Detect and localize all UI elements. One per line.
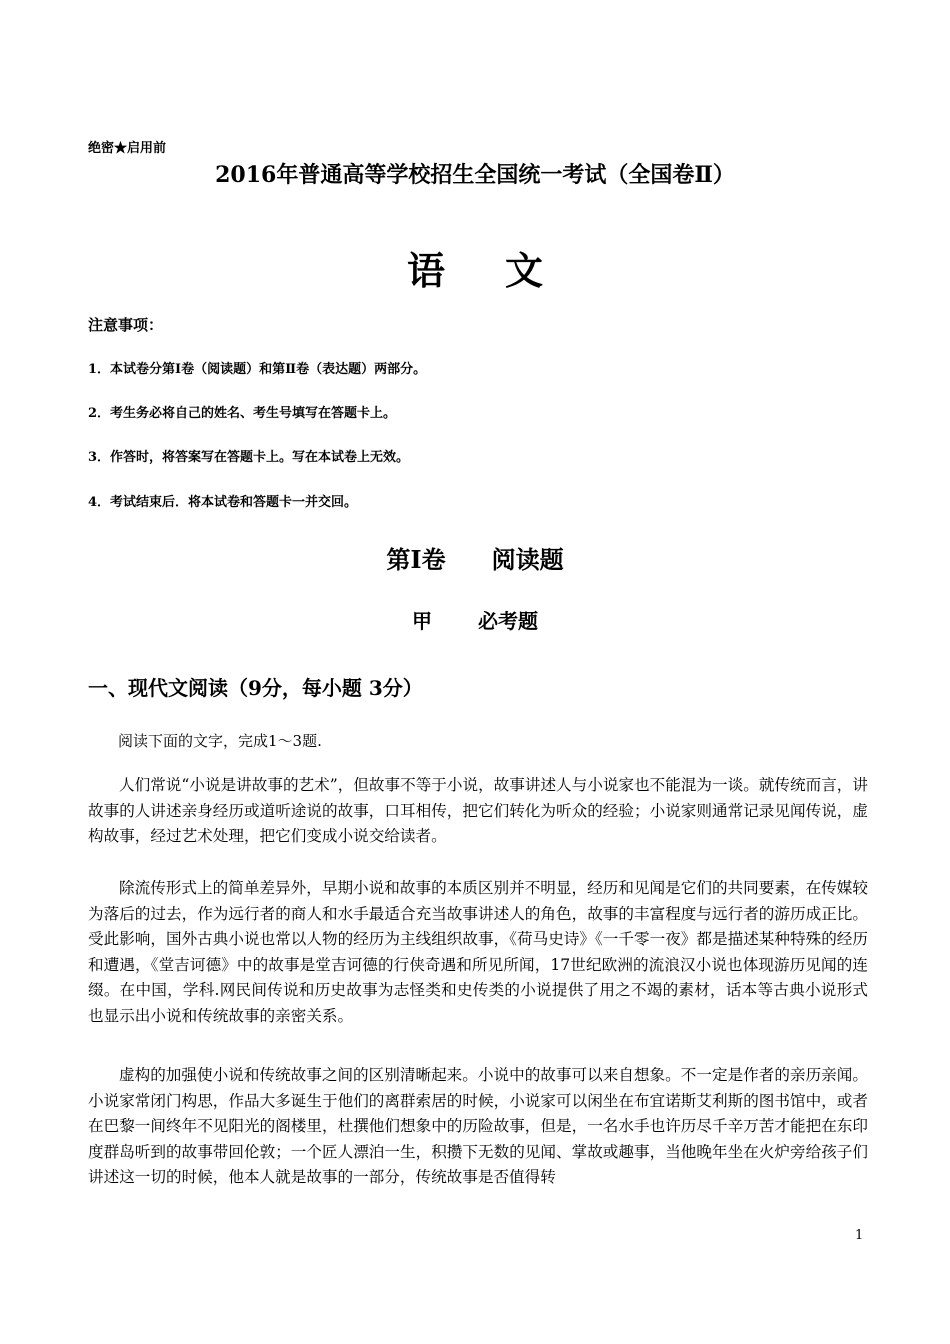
notice-item: 1．本试卷分第Ⅰ卷（阅读题）和第Ⅱ卷（表达题）两部分。: [88, 362, 427, 377]
exam-title: 2016年普通高等学校招生全国统一考试（全国卷Ⅱ）: [215, 162, 735, 188]
confidential-label: 绝密★启用前: [88, 141, 167, 156]
sub-section-label: 甲: [412, 609, 432, 633]
notice-heading: 注意事项：: [88, 316, 164, 334]
sub-section-title: [0, 605, 950, 634]
notice-item: 3．作答时，将答案写在答题卡上。写在本试卷上无效。: [88, 450, 410, 465]
page-number: 1: [855, 1228, 864, 1243]
passage-paragraph: 除流传形式上的简单差异外，早期小说和故事的本质区别并不明显，经历和见闻是它们的共同要素，在传媒较为落后的过去，作为远行者的商人和水手最适合充当故事讲述人的角色，故事的丰富程度与远行者的游历成正比。受此影响，国外古典小说也常以人物的经历为主线组织故事，《荷马史诗》《一千零一夜》都是描述某种特殊的经历和遭遇，《堂吉诃德》中的故事是堂吉诃德的行侠奇遇和所见所闻，17世纪欧洲的流浪汉小说也体现游历见闻的连缀。在中国，学科.网民间传说和历史故事为志怪类和史传类的小说提供了用之不竭的素材，话本等古典小说形式也显示出小说和传统故事的亲密关系。: [88, 879, 868, 1025]
passage-paragraph: 人们常说“小说是讲故事的艺术”，但故事不等于小说，故事讲述人与小说家也不能混为一谈。就传统而言，讲故事的人讲述亲身经历或道听途说的故事，口耳相传，把它们转化为听众的经验；小说家则通常记录见闻传说，虚构故事，经过艺术处理，把它们变成小说交给读者。: [88, 776, 868, 845]
part-label: 第Ⅰ卷: [386, 545, 446, 574]
question-instruction: 阅读下面的文字，完成1～3题.: [118, 732, 322, 750]
passage-paragraph: 虚构的加强使小说和传统故事之间的区别清晰起来。小说中的故事可以来自想象。不一定是作者的亲历亲闻。小说家常闭门构思，作品大多诞生于他们的离群索居的时候，小说家可以闲坐在布宜诺斯艾利斯的图书馆中，或者在巴黎一间终年不见阳光的阁楼里，杜撰他们想象中的历险故事，但是，一名水手也许历尽千辛万苦才能把在东印度群岛听到的故事带回伦敦；一个匠人漂泊一生，积攒下无数的见闻、掌故或趣事，当他晚年坐在火炉旁给孩子们讲述这一切的时候，他本人就是故事的一部分，传统故事是否值得转: [88, 1066, 868, 1186]
question-heading: 一、现代文阅读（9分，每小题 3分）: [88, 676, 423, 700]
subject-title: 语文: [406, 248, 603, 293]
notice-item: 2．考生务必将自己的姓名、考生号填写在答题卡上。: [88, 406, 397, 421]
part-name: 阅读题: [491, 545, 564, 574]
part-title: [0, 540, 950, 575]
sub-section-name: 必考题: [478, 609, 538, 633]
notice-item: 4．考试结束后．将本试卷和答题卡一并交回。: [88, 495, 358, 510]
